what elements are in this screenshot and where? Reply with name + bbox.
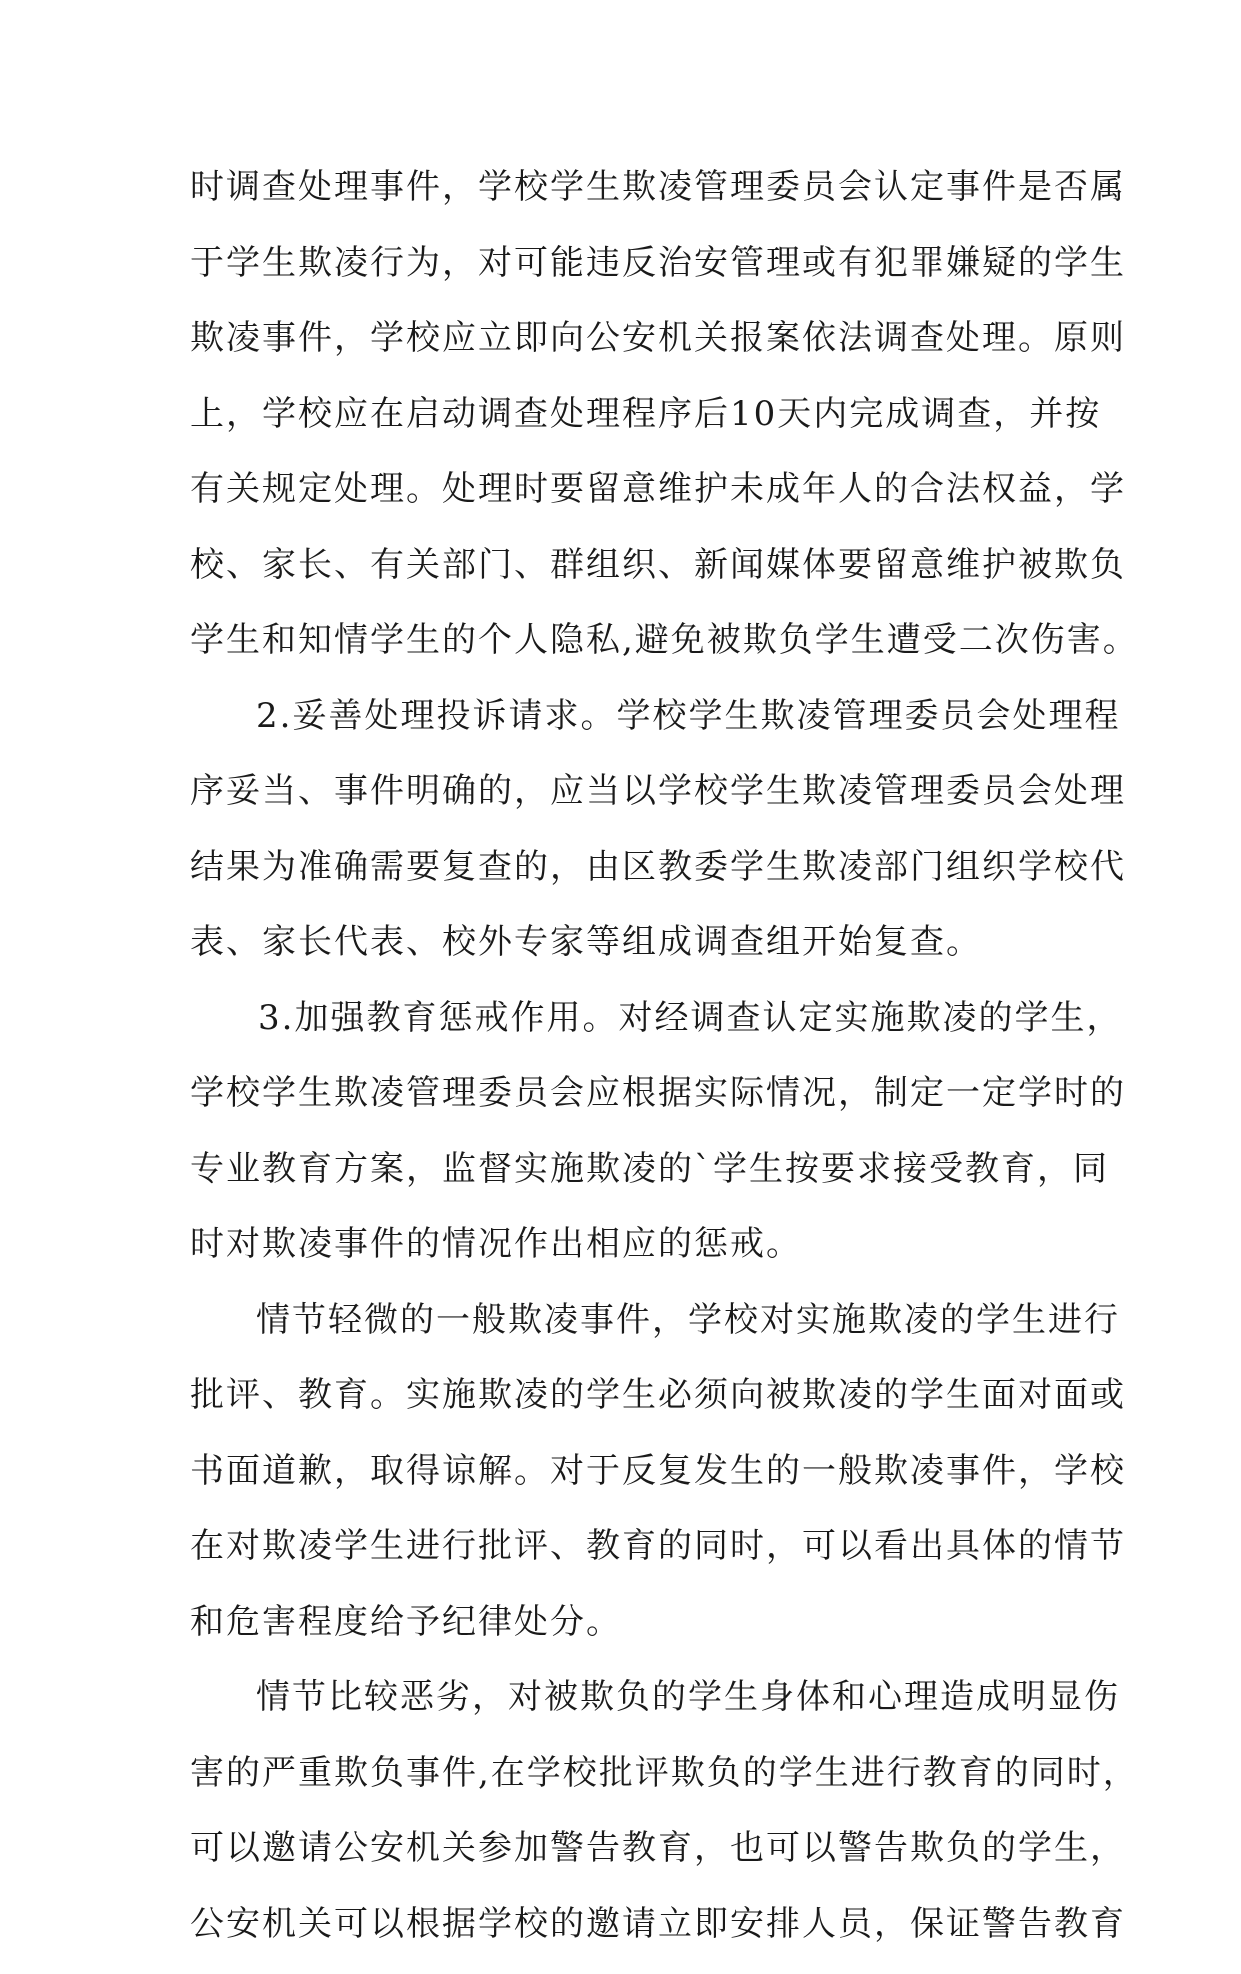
text-line: 时调查处理事件，学校学生欺凌管理委员会认定事件是否属 <box>190 162 1060 238</box>
paragraph <box>190 1672 1060 1974</box>
text-line: 在对欺凌学生进行批评、教育的同时，可以看出具体的情节 <box>190 1521 1060 1597</box>
text-line: 有关规定处理。处理时要留意维护未成年人的合法权益，学 <box>190 464 1060 540</box>
paragraph <box>190 691 1060 993</box>
text-line: 情节比较恶劣，对被欺负的学生身体和心理造成明显伤 <box>190 1672 1060 1748</box>
paragraph <box>190 162 1060 691</box>
text-line: 3.加强教育惩戒作用。对经调查认定实施欺凌的学生， <box>190 993 1060 1069</box>
text-line: 学生和知情学生的个人隐私,避免被欺负学生遭受二次伤害。 <box>190 615 1060 691</box>
text-line: 公安机关可以根据学校的邀请立即安排人员，保证警告教育 <box>190 1899 1060 1974</box>
document-body <box>190 162 1060 1974</box>
text-line: 时对欺凌事件的情况作出相应的惩戒。 <box>190 1219 1060 1295</box>
text-line: 可以邀请公安机关参加警告教育，也可以警告欺负的学生， <box>190 1823 1060 1899</box>
text-line: 专业教育方案，监督实施欺凌的`学生按要求接受教育，同 <box>190 1144 1060 1220</box>
text-line: 书面道歉，取得谅解。对于反复发生的一般欺凌事件，学校 <box>190 1446 1060 1522</box>
text-line: 2.妥善处理投诉请求。学校学生欺凌管理委员会处理程 <box>190 691 1060 767</box>
text-line: 表、家长代表、校外专家等组成调查组开始复查。 <box>190 917 1060 993</box>
text-line: 序妥当、事件明确的，应当以学校学生欺凌管理委员会处理 <box>190 766 1060 842</box>
paragraph <box>190 1295 1060 1673</box>
text-line: 上，学校应在启动调查处理程序后10天内完成调查，并按 <box>190 389 1060 465</box>
text-line: 和危害程度给予纪律处分。 <box>190 1597 1060 1673</box>
text-line: 学校学生欺凌管理委员会应根据实际情况，制定一定学时的 <box>190 1068 1060 1144</box>
text-line: 结果为准确需要复查的，由区教委学生欺凌部门组织学校代 <box>190 842 1060 918</box>
text-line: 于学生欺凌行为，对可能违反治安管理或有犯罪嫌疑的学生 <box>190 238 1060 314</box>
text-line: 情节轻微的一般欺凌事件，学校对实施欺凌的学生进行 <box>190 1295 1060 1371</box>
text-line: 害的严重欺负事件,在学校批评欺负的学生进行教育的同时， <box>190 1748 1060 1824</box>
text-line: 校、家长、有关部门、群组织、新闻媒体要留意维护被欺负 <box>190 540 1060 616</box>
text-line: 欺凌事件，学校应立即向公安机关报案依法调查处理。原则 <box>190 313 1060 389</box>
text-line: 批评、教育。实施欺凌的学生必须向被欺凌的学生面对面或 <box>190 1370 1060 1446</box>
paragraph <box>190 993 1060 1295</box>
